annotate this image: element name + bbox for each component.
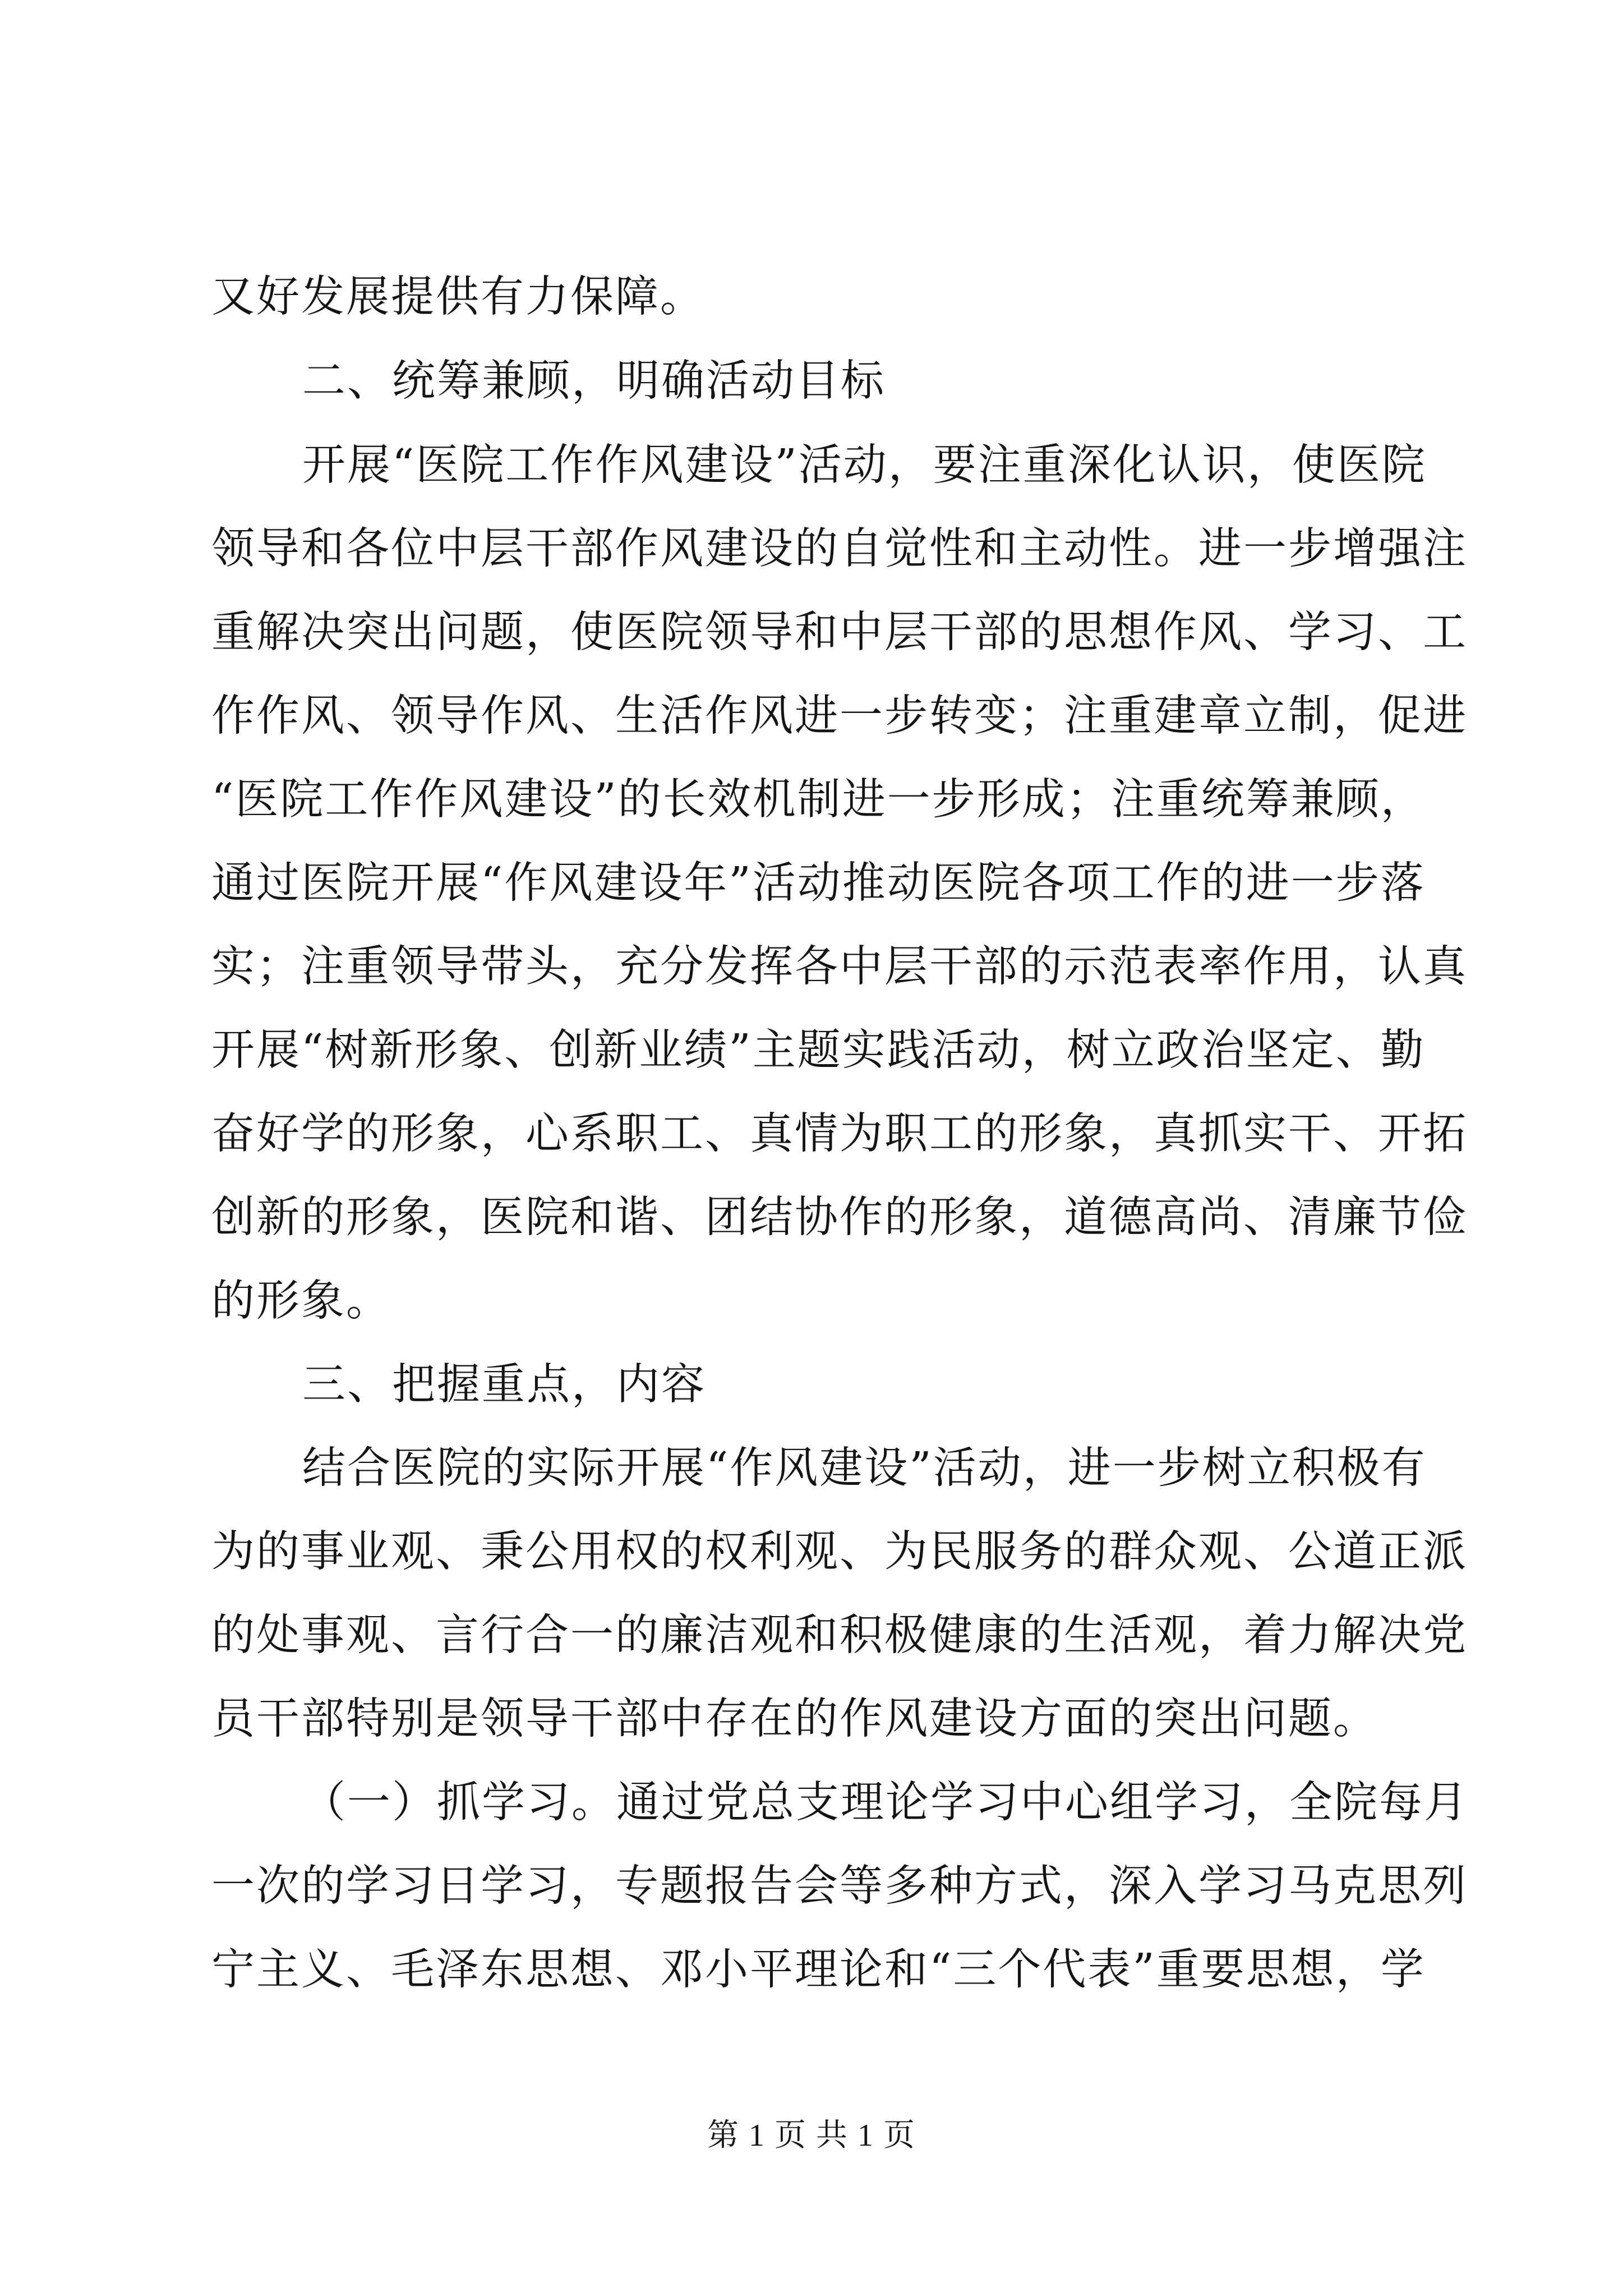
text-line-1: 又好发展提供有力保障。 [211,272,705,322]
text-line-18: 员干部特别是领导干部中存在的作风建设方面的突出问题。 [211,1694,1378,1744]
text-line-11: 奋好学的形象，心系职工、真情为职工的形象，真抓实干、开拓 [211,1109,1468,1159]
page-number-footer: 第 1 页 共 1 页 [707,2118,916,2153]
section-heading-2: 二、统筹兼顾，明确活动目标 [302,356,886,406]
text-line-15: 结合医院的实际开展“作风建设”活动，进一步树立积极有 [302,1443,1427,1493]
text-line-7: “医院工作作风建设”的长效机制进一步形成；注重统筹兼顾， [211,775,1426,825]
text-line-4: 领导和各位中层干部作风建设的自觉性和主动性。进一步增强注 [211,524,1468,574]
text-line-20: 一次的学习日学习，专题报告会等多种方式，深入学习马克思列 [211,1861,1468,1911]
text-line-9: 实；注重领导带头，充分发挥各中层干部的示范表率作用，认真 [211,942,1468,992]
text-line-8: 通过医院开展“作风建设年”活动推动医院各项工作的进一步落 [211,858,1426,908]
text-line-16: 为的事业观、秉公用权的权利观、为民服务的群众观、公道正派 [211,1527,1468,1577]
text-line-13: 的形象。 [211,1276,391,1326]
text-line-12: 创新的形象，医院和谐、团结协作的形象，道德高尚、清廉节俭 [211,1193,1468,1243]
text-line-17: 的处事观、言行合一的廉洁观和积极健康的生活观，着力解决党 [211,1611,1468,1660]
text-line-5: 重解决突出问题，使医院领导和中层干部的思想作风、学习、工 [211,608,1468,657]
text-line-6: 作作风、领导作风、生活作风进一步转变；注重建章立制，促进 [211,691,1468,741]
section-heading-3: 三、把握重点，内容 [302,1360,706,1410]
text-line-19: （一）抓学习。通过党总支理论学习中心组学习，全院每月 [302,1778,1469,1828]
text-line-21: 宁主义、毛泽东思想、邓小平理论和“三个代表”重要思想，学 [211,1945,1426,1995]
text-line-10: 开展“树新形象、创新业绩”主题实践活动，树立政治坚定、勤 [211,1025,1426,1075]
text-line-3: 开展“医院工作作风建设”活动，要注重深化认识，使医院 [302,440,1427,490]
